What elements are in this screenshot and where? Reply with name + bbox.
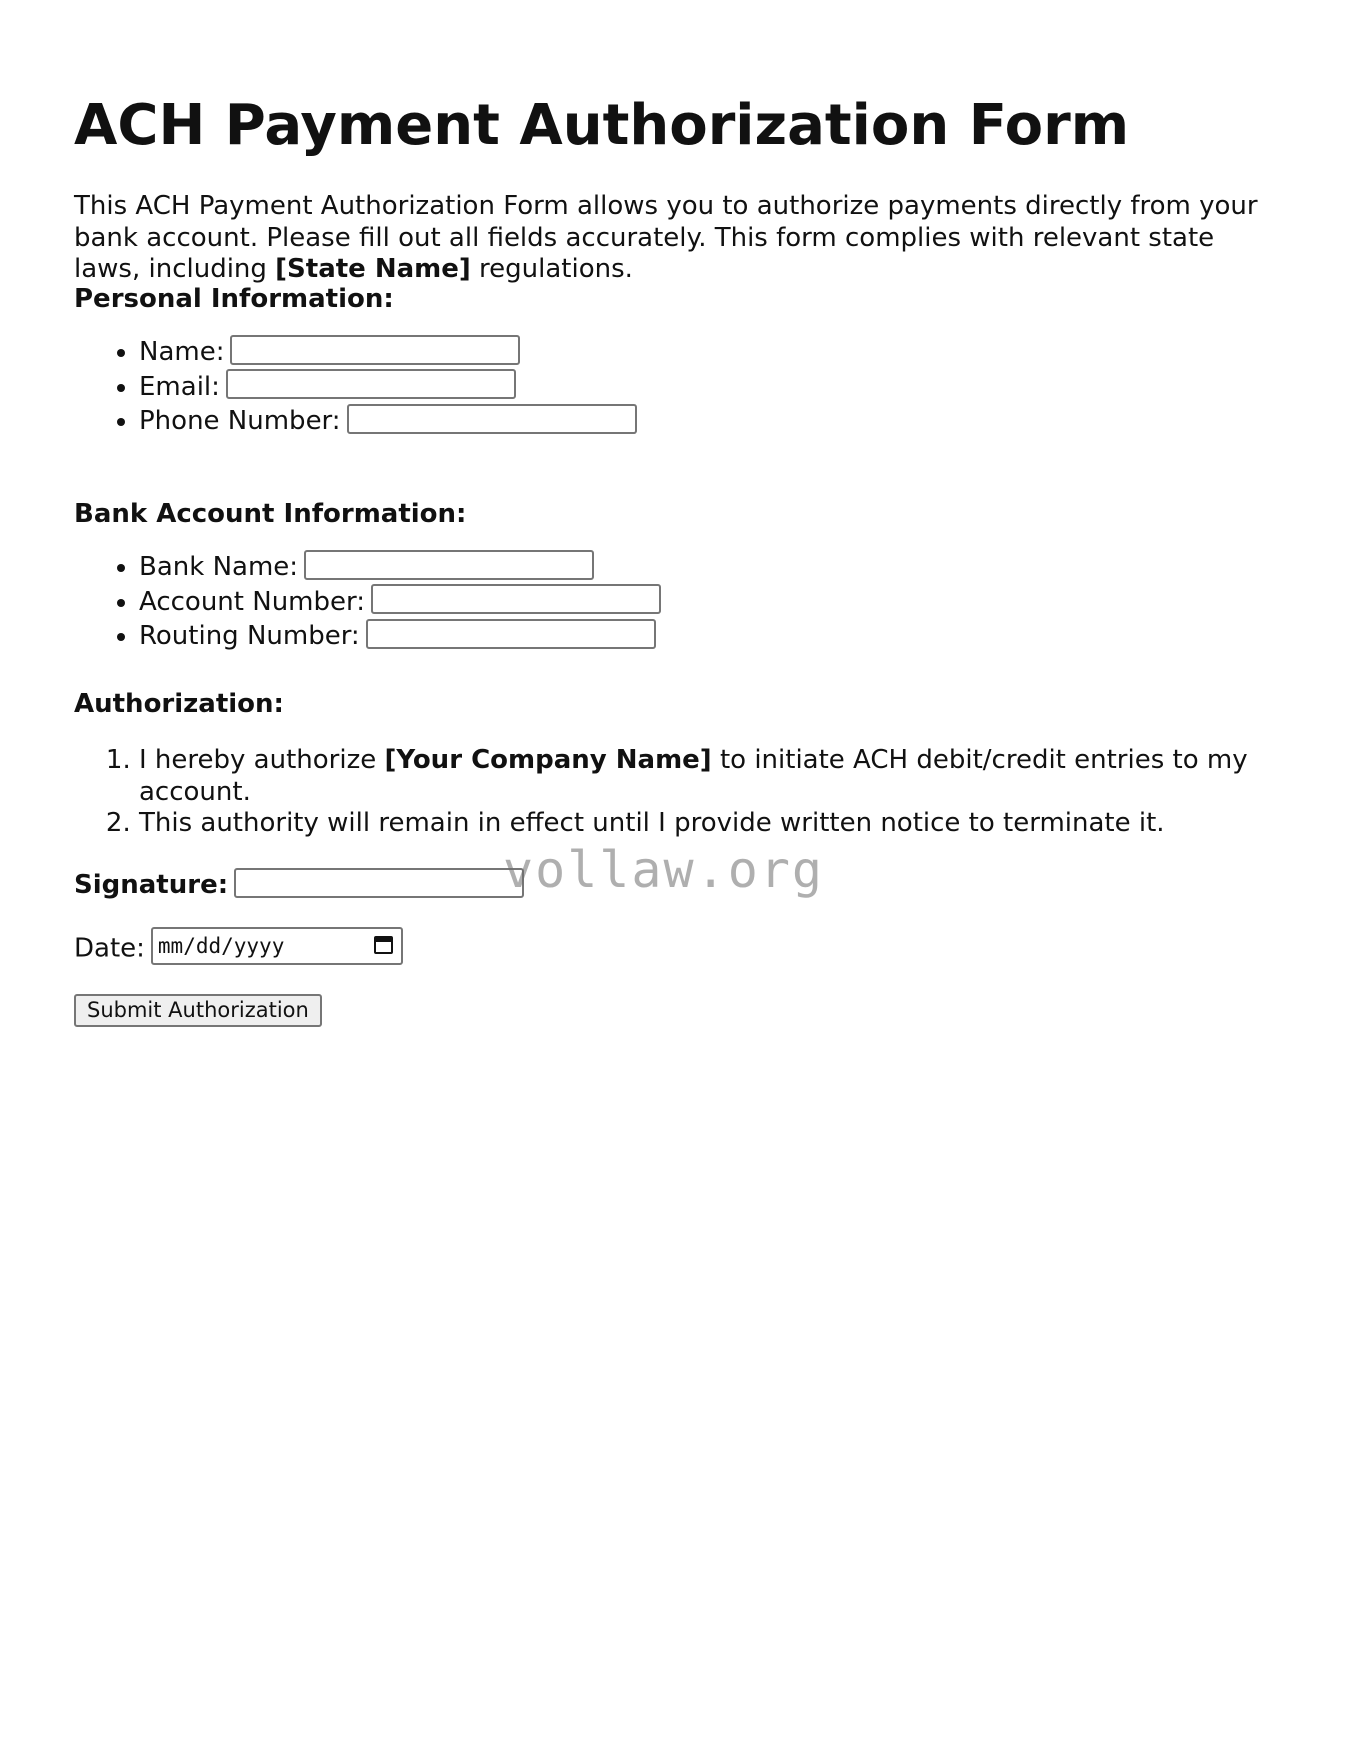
name-label: Name: bbox=[139, 337, 225, 367]
intro-text-before: This ACH Payment Authorization Form allows you to authorize payments directly from your bank account. Please fill out all fields accurately. This form complies with relevant state laws, including bbox=[74, 191, 1258, 284]
bank-name-label: Bank Name: bbox=[139, 552, 299, 582]
list-item-email bbox=[139, 370, 637, 405]
signature-row bbox=[74, 868, 524, 902]
calendar-icon[interactable] bbox=[374, 936, 393, 954]
signature-input[interactable] bbox=[234, 868, 524, 898]
page-title: ACH Payment Authorization Form bbox=[74, 93, 1130, 158]
list-item-routing-number bbox=[139, 619, 661, 654]
authorization-list bbox=[74, 745, 1339, 840]
routing-number-label: Routing Number: bbox=[139, 621, 360, 651]
phone-label: Phone Number: bbox=[139, 406, 341, 436]
personal-info-list bbox=[74, 335, 637, 439]
account-number-input[interactable] bbox=[371, 584, 661, 614]
date-placeholder: mm/dd/yyyy bbox=[157, 934, 285, 958]
account-number-label: Account Number: bbox=[139, 586, 365, 617]
bank-info-list bbox=[74, 550, 661, 654]
name-input[interactable] bbox=[230, 335, 520, 365]
phone-input[interactable] bbox=[347, 404, 637, 434]
bank-info-heading: Bank Account Information: bbox=[74, 499, 467, 529]
authorization-heading: Authorization: bbox=[74, 689, 284, 719]
authorization-company-placeholder: [Your Company Name] bbox=[384, 745, 712, 775]
email-input[interactable] bbox=[226, 369, 516, 399]
routing-number-input[interactable] bbox=[366, 619, 656, 649]
intro-text-after: regulations. bbox=[470, 254, 633, 284]
authorization-item-1-before: I hereby authorize bbox=[139, 745, 385, 775]
date-input[interactable] bbox=[151, 927, 403, 965]
intro-paragraph bbox=[74, 191, 1274, 286]
bank-name-input[interactable] bbox=[304, 550, 594, 580]
list-item-bank-name bbox=[139, 550, 661, 585]
signature-label: Signature: bbox=[74, 870, 229, 900]
date-row bbox=[74, 930, 403, 968]
personal-info-heading: Personal Information: bbox=[74, 284, 394, 314]
authorization-item-1 bbox=[139, 745, 1339, 808]
list-item-name bbox=[139, 335, 637, 370]
list-item-account-number bbox=[139, 585, 661, 620]
watermark: vollaw.org bbox=[503, 841, 825, 899]
authorization-item-1-after: to initiate ACH debit/credit entries to my account. bbox=[139, 745, 1248, 807]
authorization-item-2: 2. This authority will remain in effect until I provide written notice to terminate it. bbox=[139, 808, 1339, 840]
email-label: Email: bbox=[139, 371, 220, 402]
list-item-phone bbox=[139, 404, 637, 439]
intro-state-placeholder: [State Name] bbox=[275, 254, 471, 284]
submit-authorization-button[interactable]: Submit Authorization bbox=[74, 994, 322, 1027]
date-label: Date: bbox=[74, 933, 145, 964]
